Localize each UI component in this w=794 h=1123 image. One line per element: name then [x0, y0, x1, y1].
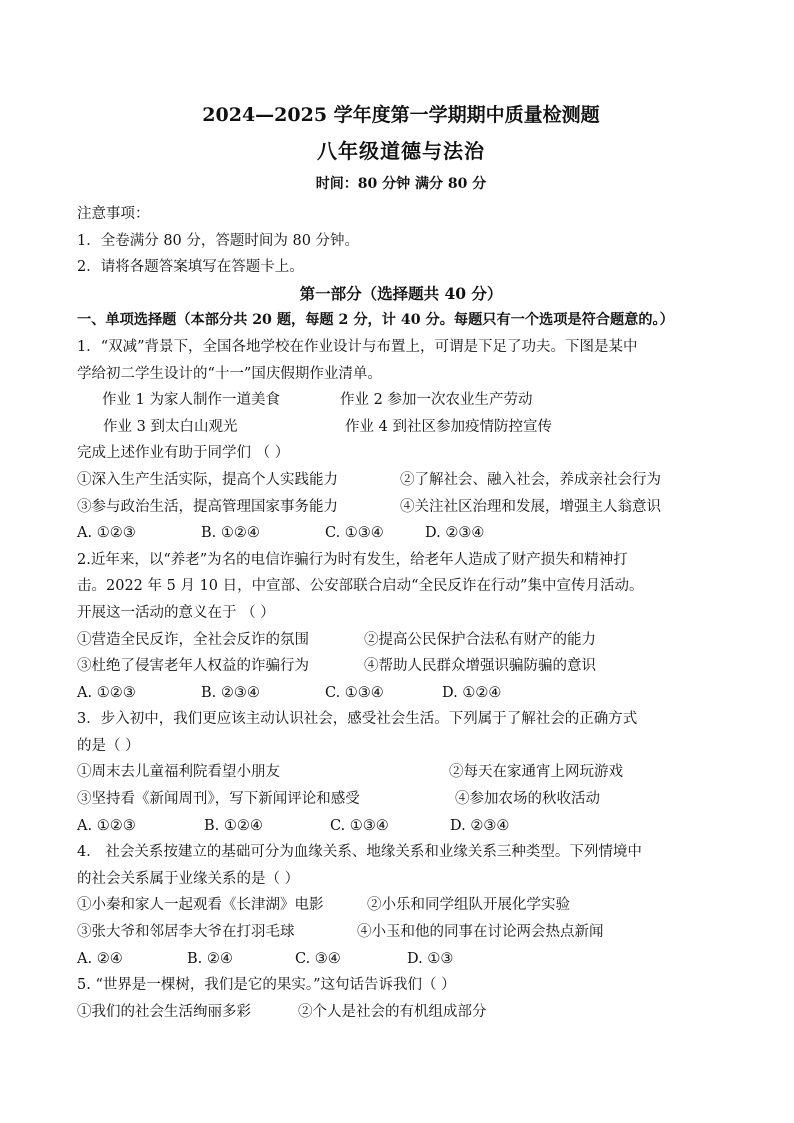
q2-statement-4: ④帮助人民群众增强识骗防骗的意识	[364, 658, 596, 675]
note-item-2: 2．请将各题答案填写在答题卡上。	[77, 259, 304, 276]
q1-stem-line-1: 1．“双减”背景下，全国各地学校在作业设计与布置上，可谓是下足了功夫。下图是某中	[77, 338, 638, 355]
q3-option-b: B. ①②④	[204, 817, 263, 834]
q1-homework-row-2	[77, 414, 725, 441]
q4-statements-row-2	[77, 919, 725, 946]
q5-stem-line-1: 5. “世界是一棵树，我们是它的果实。”这句话告诉我们（ ）	[77, 977, 456, 994]
q1-option-d: D. ②③④	[425, 525, 485, 542]
q1-statement-1: ①深入生产生活实际，提高个人实践能力	[77, 471, 338, 488]
q3-options	[77, 813, 725, 840]
q3-stem-line-1: 3．步入初中，我们更应该主动认识社会，感受社会生活。下列属于了解社会的正确方式	[77, 711, 638, 728]
q1-option-a: A. ①②③	[77, 525, 136, 542]
q2-statements-row-1	[77, 627, 725, 654]
q2-options	[77, 680, 725, 707]
q1-statement-4: ④关注社区治理和发展，增强主人翁意识	[400, 498, 661, 515]
q1-option-b: B. ①②④	[201, 525, 260, 542]
exam-page	[77, 97, 725, 1025]
note-item-1: 1．全卷满分 80 分，答题时间为 80 分钟。	[77, 232, 360, 249]
q1-statements-row-2	[77, 494, 725, 521]
q3-option-c: C. ①③④	[330, 817, 389, 834]
q2-stem-line-2: 击。2022 年 5 月 10 日，中宣部、公安部联合启动“全民反诈在行动”集中宣传月活动。	[77, 578, 644, 595]
q2-statements-row-2	[77, 653, 725, 680]
q2-option-b: B. ②③④	[201, 684, 260, 701]
q2-statement-1: ①营造全民反诈，全社会反诈的氛围	[77, 631, 309, 648]
subject-title: 八年级道德与法治	[317, 139, 485, 163]
q1-options	[77, 520, 725, 547]
q2-stem-line-1: 2.近年来，以“养老”为名的电信诈骗行为时有发生，给老年人造成了财产损失和精神打	[77, 551, 628, 568]
q1-homework-3: 作业 3 到太白山观光	[103, 418, 238, 435]
q2-option-d: D. ①②④	[442, 684, 502, 701]
q1-stem-line-2: 学给初二学生设计的“十一”国庆假期作业清单。	[77, 365, 382, 382]
q3-statement-3: ③坚持看《新闻周刊》，写下新闻评论和感受	[77, 791, 360, 808]
q3-option-a: A. ①②③	[77, 817, 136, 834]
q3-option-d: D. ②③④	[450, 817, 510, 834]
q2-statement-3: ③杜绝了侵害老年人权益的诈骗行为	[77, 658, 309, 675]
q4-option-d: D. ①③	[407, 950, 454, 967]
part-title: 第一部分（选择题共 40 分）	[299, 283, 503, 303]
q1-statement-2: ②了解社会、融入社会，养成亲社会行为	[400, 471, 661, 488]
q2-statement-2: ②提高公民保护合法私有财产的能力	[364, 631, 596, 648]
q4-option-c: C. ③④	[295, 950, 341, 967]
exam-title: 2024—2025 学年度第一学期期中质量检测题	[202, 104, 600, 126]
time-and-score: 时间：80 分钟 满分 80 分	[315, 176, 487, 192]
q4-option-a: A. ②④	[77, 950, 123, 967]
q1-statements-row-1	[77, 467, 725, 494]
q3-statement-1: ①周末去儿童福利院看望小朋友	[77, 764, 280, 781]
q1-homework-1: 作业 1 为家人制作一道美食	[102, 392, 280, 409]
q3-statement-2: ②每天在家通宵上网玩游戏	[449, 764, 623, 781]
q1-homework-row-1	[77, 387, 725, 414]
q3-statements-row-1	[77, 759, 725, 786]
q1-homework-2: 作业 2 参加一次农业生产劳动	[340, 392, 533, 409]
q5-statement-2: ②个人是社会的有机组成部分	[298, 1003, 487, 1020]
q2-option-a: A. ①②③	[77, 684, 136, 701]
q4-option-b: B. ②④	[187, 950, 233, 967]
q1-statement-3: ③参与政治生活，提高管理国家事务能力	[77, 498, 338, 515]
q4-statements-row-1	[77, 892, 725, 919]
q1-option-c: C. ①③④	[325, 525, 384, 542]
section-title: 一、单项选择题（本部分共 20 题，每题 2 分，计 40 分。每题只有一个选项是符合题意的。）	[77, 312, 674, 329]
q2-stem-line-3: 开展这一活动的意义在于 （ ）	[77, 604, 275, 621]
q3-statements-row-2	[77, 786, 725, 813]
q1-homework-4: 作业 4 到社区参加疫情防控宣传	[345, 418, 552, 435]
notes-heading: 注意事项：	[77, 206, 150, 222]
q5-statement-1: ①我们的社会生活绚丽多彩	[77, 1003, 251, 1020]
q4-stem-line-2: 的社会关系属于业缘关系的是（ ）	[77, 870, 300, 887]
q4-stem-line-1: 4． 社会关系按建立的基础可分为血缘关系、地缘关系和业缘关系三种类型。下列情境中	[77, 844, 642, 861]
q1-prompt: 完成上述作业有助于同学们 （ ）	[77, 445, 290, 462]
q4-statement-3: ③张大爷和邻居李大爷在打羽毛球	[77, 924, 295, 941]
q4-statement-4: ④小玉和他的同事在讨论两会热点新闻	[357, 924, 604, 941]
q4-options	[77, 946, 725, 973]
q4-statement-1: ①小秦和家人一起观看《长津湖》电影	[77, 897, 324, 914]
q4-statement-2: ②小乐和同学组队开展化学实验	[367, 897, 570, 914]
q2-option-c: C. ①③④	[325, 684, 384, 701]
q3-stem-line-2: 的是（ ）	[77, 737, 140, 754]
q5-statements-row-1	[77, 999, 725, 1026]
q3-statement-4: ④参加农场的秋收活动	[455, 791, 600, 808]
